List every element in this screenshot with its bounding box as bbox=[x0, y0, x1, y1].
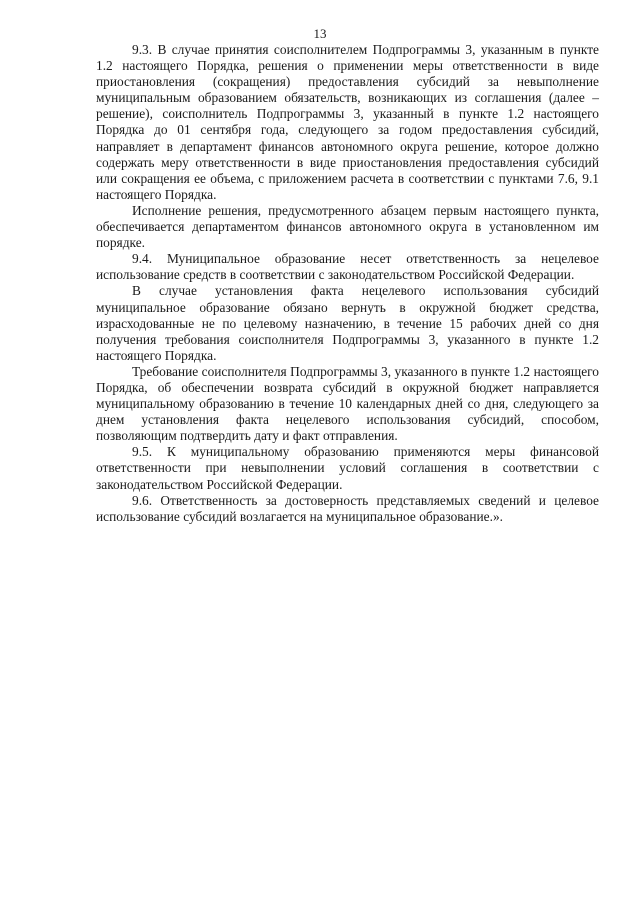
paragraph-9-4: 9.4. Муниципальное образование несет ответственность за нецелевое использование средств в соответствии с законодательством Российской Федерации. bbox=[96, 251, 599, 283]
paragraph-9-3: 9.3. В случае принятия соисполнителем Подпрограммы 3, указанным в пункте 1.2 настоящего Порядка, решения о применении меры ответственности в виде приостановления (сокращения) предоставления субсидий за невыполнение муниципальным образованием обязательств, возникающих из соглашения (далее – решение), соисполнитель Подпрограммы 3, указанный в пункте 1.2 настоящего Порядка до 01 сентября года, следующего за годом предоставления субсидий, направляет в департамент финансов автономного округа решение, которое должно содержать меру ответственности в виде приостановления предоставления субсидий или сокращения ее объема, с приложением расчета в соответствии с пунктами 7.6, 9.1 настоящего Порядка. bbox=[96, 42, 599, 202]
paragraph-9-4-demand: Требование соисполнителя Подпрограммы 3, указанного в пункте 1.2 настоящего Порядка, об обеспечении возврата субсидий в окружной бюджет направляется муниципальному образованию в течение 10 календарных дней со дня, следующего за днем установления факта нецелевого использования субсидий, способом, позволяющим подтвердить дату и факт отправления. bbox=[96, 363, 599, 444]
paragraph-9-3-execution: Исполнение решения, предусмотренного абзацем первым настоящего пункта, обеспечивается департаментом финансов автономного округа в установленном им порядке. bbox=[96, 202, 599, 251]
paragraph-9-4-misuse: В случае установления факта нецелевого использования субсидий муниципальное образование обязано вернуть в окружной бюджет средства, израсходованные не по целевому назначению, в течение 15 рабочих дней со дня получения требования соисполнителя Подпрограммы 3, указанного в пункте 1.2 настоящего Порядка. bbox=[96, 283, 599, 363]
paragraph-9-6: 9.6. Ответственность за достоверность представляемых сведений и целевое использование субсидий возлагается на муниципальное образование.». bbox=[96, 492, 599, 524]
document-body bbox=[96, 42, 599, 525]
paragraph-9-5: 9.5. К муниципальному образованию применяются меры финансовой ответственности при невыполнении условий соглашения в соответствии с законодательством Российской Федерации. bbox=[96, 444, 599, 492]
page-number: 13 bbox=[313, 26, 327, 41]
